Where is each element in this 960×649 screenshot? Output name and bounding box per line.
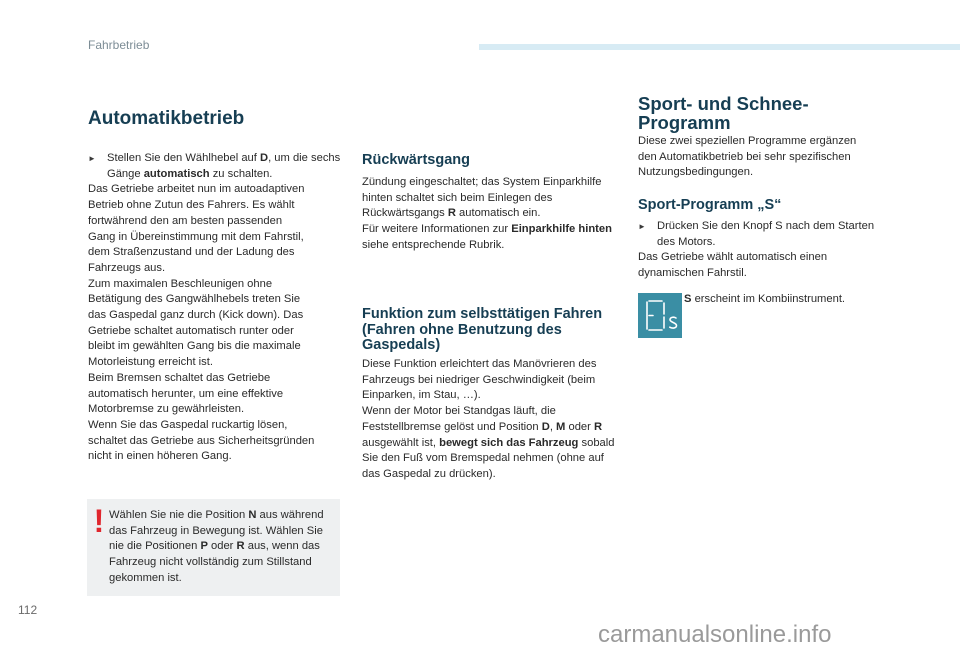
body-line: Fahrzeugs aus. — [88, 261, 166, 274]
icon-note: S erscheint im Kombiinstrument. — [684, 293, 846, 305]
body-line: dem Straßenzustand und der Ladung des — [88, 246, 295, 259]
bullet-arrow-icon: ► — [638, 222, 646, 231]
section-header: Fahrbetrieb — [88, 38, 150, 52]
body-line: nicht in einen höheren Gang. — [88, 450, 232, 463]
sport-snow-intro: Diese zwei speziellen Programme ergänzen den Automatikbetrieb bei sehr spezifischen Nutzungsbedingungen. — [638, 135, 857, 179]
bullet-arrow-icon: ► — [88, 154, 96, 163]
warning-icon: ! — [93, 503, 105, 539]
column-automatic — [88, 151, 343, 465]
section-title-sport-snow: Sport- und Schnee-Programm — [638, 93, 809, 133]
page-title: Automatikbetrieb — [88, 108, 245, 129]
body-line: fortwährend den am besten passenden — [88, 214, 283, 227]
body-line: schaltet das Getriebe aus Sicherheitsgründen — [88, 434, 315, 447]
body-line: Getriebe schaltet automatisch runter oder — [88, 324, 294, 337]
sport-text: ► Drücken Sie den Knopf S nach dem Starten des Motors. Das Getriebe wählt automatisch einen dynamischen Fahrstil. — [638, 219, 878, 282]
body-line: Wenn Sie das Gaspedal ruckartig lösen, — [88, 418, 288, 431]
ds-glyph-icon — [638, 293, 682, 338]
body-line: Motorbremse zu gewährleisten. — [88, 403, 245, 416]
body-line: Beim Bremsen schaltet das Getriebe — [88, 371, 271, 384]
page-number: 112 — [18, 603, 38, 617]
creep-text: Diese Funktion erleichtert das Manövrieren des Fahrzeugs bei niedriger Geschwindigkeit (beim Einparken, im Stau, …). Wenn der Motor bei Standgas läuft, die Feststellbremse gelöst und Position D, M oder R ausgewählt ist, bewegt sich das Fahrzeug sobald Sie den Fuß vom Bremspedal nehmen (ohne auf das Gaspedal zu drücken). — [362, 358, 615, 480]
reverse-text: Zündung eingeschaltet; das System Einparkhilfe hinten schaltet sich beim Einlegen des Rückwärtsgangs R automatisch ein. Für weitere Informationen zur Einparkhilfe hinten siehe entsprechende Rubrik. — [362, 176, 612, 251]
body-line: automatisch herunter, um eine effektive — [88, 387, 284, 400]
section-title-creep: Funktion zum selbsttätigen Fahren (Fahren ohne Benutzung des Gaspedals) — [362, 306, 603, 353]
body-line: Motorleistung erreicht ist. — [88, 356, 213, 369]
body-line: das Gaspedal ganz durch (Kick down). Das — [88, 309, 304, 322]
body-line: bleibt im gewählten Gang bis die maximale — [88, 340, 301, 353]
body-line: Das Getriebe arbeitet nun im autoadaptiven — [88, 183, 305, 196]
bullet-item: ► Drücken Sie den Knopf S nach dem Starten des Motors. — [638, 220, 875, 248]
header-bar — [479, 44, 960, 50]
body-line: Gang in Übereinstimmung mit dem Fahrstil, — [88, 230, 304, 243]
section-title-reverse: Rückwärtsgang — [362, 152, 470, 168]
warning-text: Wählen Sie nie die Position N aus während das Fahrzeug in Bewegung ist. Wählen Sie nie die Positionen P oder R aus, wenn das Fahrzeug nicht vollständig zum Stillstand gekommen ist. — [109, 509, 324, 584]
bullet-item: ► Stellen Sie den Wählhebel auf D, um die sechs Gänge automatisch zu schalten. — [88, 152, 341, 180]
watermark: carmanualsonline.info — [598, 621, 832, 648]
body-line: Betätigung des Gangwählhebels treten Sie — [88, 293, 301, 306]
body-line: Zum maximalen Beschleunigen ohne — [88, 277, 273, 290]
section-title-sport: Sport-Programm „S“ — [638, 197, 782, 213]
body-line: Betrieb ohne Zutun des Fahrers. Es wählt — [88, 199, 295, 212]
sport-mode-ds-icon — [638, 293, 682, 338]
